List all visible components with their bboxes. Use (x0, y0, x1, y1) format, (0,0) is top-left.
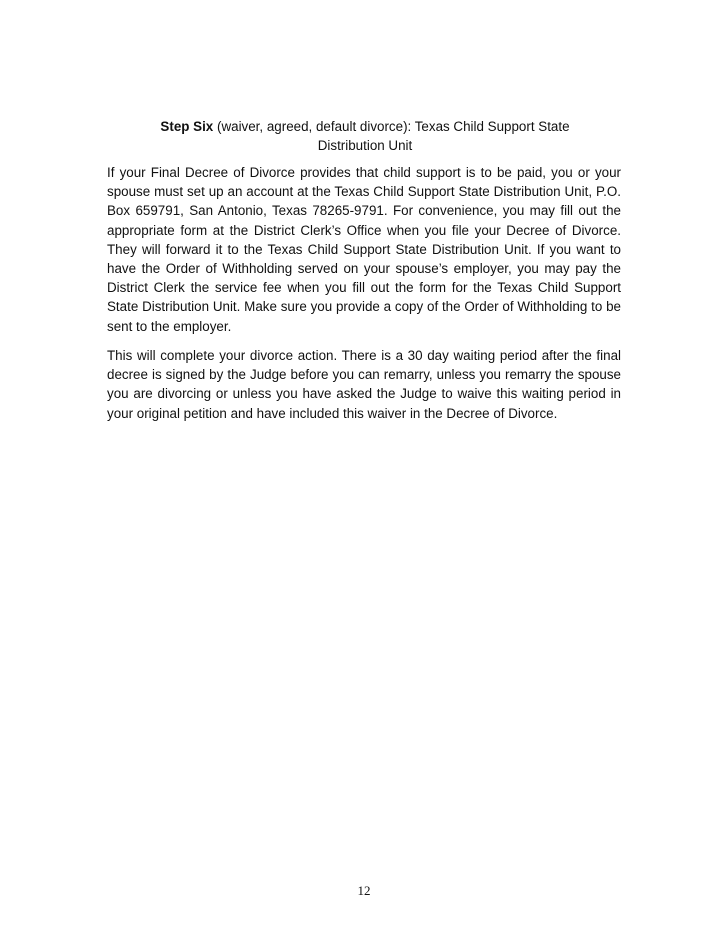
section-heading (126, 117, 604, 155)
page-number: 12 (357, 883, 371, 898)
paragraph-child-support: If your Final Decree of Divorce provides that child support is to be paid, you or your spouse must set up an account at the Texas Child Support State Distribution Unit, P.O. Box 659791, San Antonio, Texas 78265-9791. For convenience, you may fill out the appropriate form at the District Clerk’s Office when you file your Decree of Divorce. They will forward it to the Texas Child Support State Distribution Unit. If you want to have the Order of Withholding served on your spouse’s employer, you may pay the District Clerk the service fee when you fill out the form for the Texas Child Support State Distribution Unit. Make sure you provide a copy of the Order of Withholding to be sent to the employer. (107, 165, 621, 334)
step-subtitle: (waiver, agreed, default divorce): Texas Child Support State Distribution Unit (213, 119, 570, 153)
step-label: Step Six (160, 119, 214, 134)
paragraph-waiting-period: This will complete your divorce action. There is a 30 day waiting period after the final decree is signed by the Judge before you can remarry, unless you remarry the spouse you are divorcing or unless you have asked the Judge to waive this waiting period in your original petition and have included this waiver in the Decree of Divorce. (107, 348, 621, 421)
